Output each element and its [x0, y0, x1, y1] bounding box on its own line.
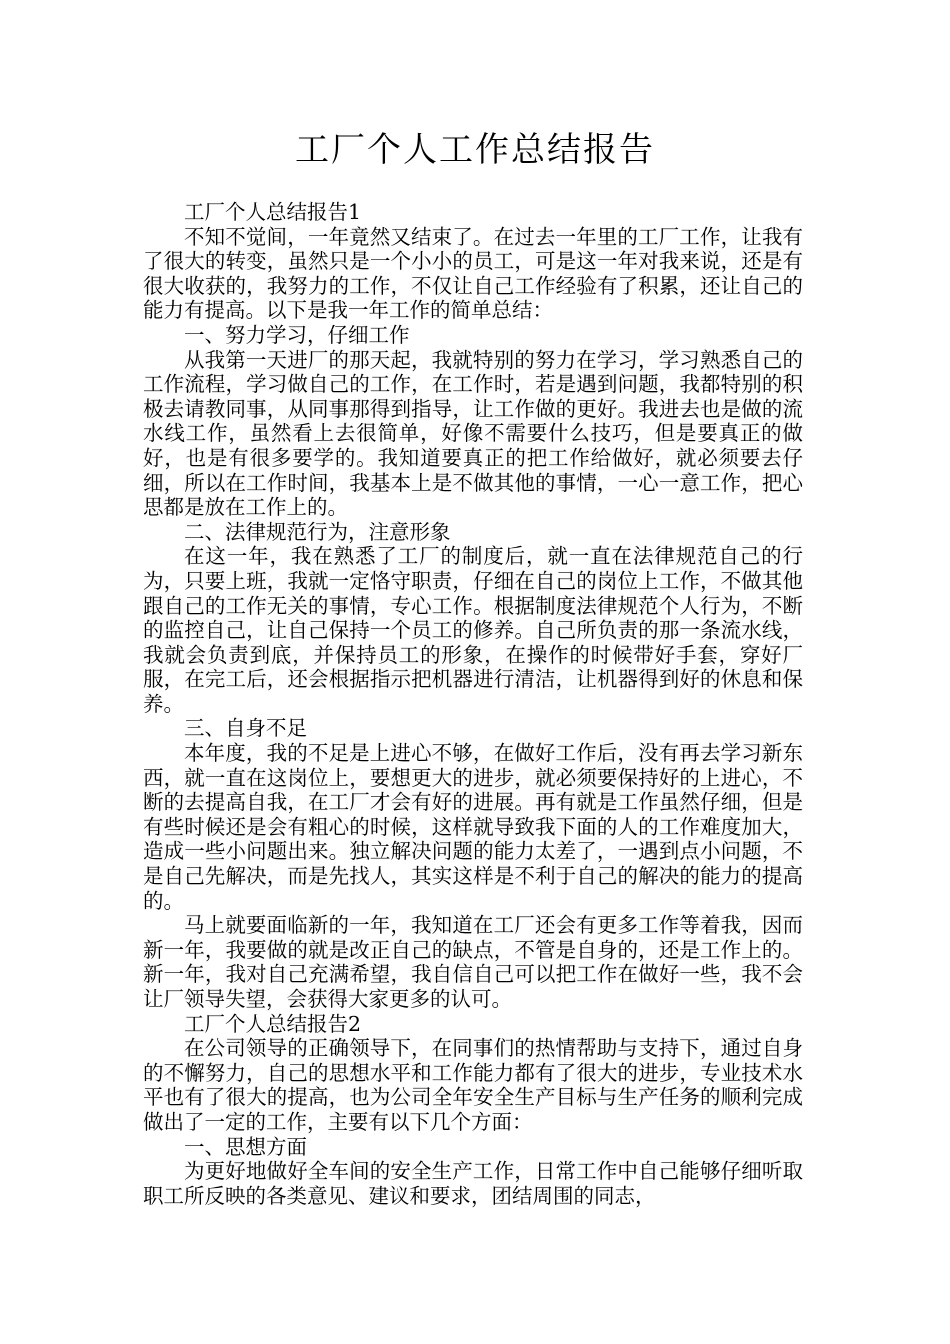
section-heading: 一、思想方面 — [184, 1134, 307, 1159]
paragraph: 在这一年，我在熟悉了工厂的制度后，就一直在法律规范自己的行为，只要上班，我就一定恪守职责，仔细在自己的岗位上工作，不做其他跟自己的工作无关的事情，专心工作。根据制度法律规范个人行为，不断的监控自己，让自己保持一个员工的修养。自己所负责的那一条流水线，我就会负责到底，并保持员工的形象，在操作的时候带好手套，穿好厂服，在完工后，还会根据指示把机器进行清洁，让机器得到好的休息和保养。 — [143, 544, 803, 716]
report-heading: 工厂个人总结报告1 — [184, 200, 362, 224]
section-heading: 一、努力学习，仔细工作 — [184, 322, 410, 347]
paragraph: 为更好地做好全车间的安全生产工作，日常工作中自己能够仔细听取职工所反映的各类意见、建议和要求，团结周围的同志， — [143, 1159, 803, 1208]
paragraph: 本年度，我的不足是上进心不够，在做好工作后，没有再去学习新东西，就一直在这岗位上，要想更大的进步，就必须要保持好的上进心，不断的去提高自我，在工厂才会有好的进展。再有就是工作虽然仔细，但是有些时候还是会有粗心的时候，这样就导致我下面的人的工作难度加大，造成一些小问题出来。独立解决问题的能力太差了，一遇到点小问题，不是自己先解决，而是先找人，其实这样是不利于自己的解决的能力的提高的。 — [143, 741, 803, 913]
section-heading: 三、自身不足 — [184, 716, 307, 741]
paragraph: 不知不觉间，一年竟然又结束了。在过去一年里的工厂工作，让我有了很大的转变，虽然只是一个小小的员工，可是这一年对我来说，还是有很大收获的，我努力的工作，不仅让自己工作经验有了积累，还让自己的能力有提高。以下是我一年工作的简单总结： — [143, 224, 803, 323]
paragraph: 从我第一天进厂的那天起，我就特别的努力在学习，学习熟悉自己的工作流程，学习做自己的工作，在工作时，若是遇到问题，我都特别的积极去请教同事，从同事那得到指导，让工作做的更好。我进去也是做的流水线工作，虽然看上去很简单，好像不需要什么技巧，但是要真正的做好，也是有很多要学的。我知道要真正的把工作给做好，就必须要去仔细，所以在工作时间，我基本上是不做其他的事情，一心一意工作，把心思都是放在工作上的。 — [143, 347, 803, 520]
section-heading: 二、法律规范行为，注意形象 — [184, 519, 451, 544]
report-heading: 工厂个人总结报告2 — [184, 1011, 362, 1036]
document-title: 工厂个人工作总结报告 — [295, 130, 655, 170]
paragraph: 马上就要面临新的一年，我知道在工厂还会有更多工作等着我，因而新一年，我要做的就是改正自己的缺点，不管是自身的，还是工作上的。新一年，我对自己充满希望，我自信自己可以把工作在做好一些，我不会让厂领导失望，会获得大家更多的认可。 — [143, 913, 803, 1011]
paragraph: 在公司领导的正确领导下，在同事们的热情帮助与支持下，通过自身的不懈努力，自己的思想水平和工作能力都有了很大的进步，专业技术水平也有了很大的提高，也为公司全年安全生产目标与生产任务的顺利完成做出了一定的工作，主要有以下几个方面： — [143, 1036, 803, 1134]
document-body — [143, 200, 803, 1208]
